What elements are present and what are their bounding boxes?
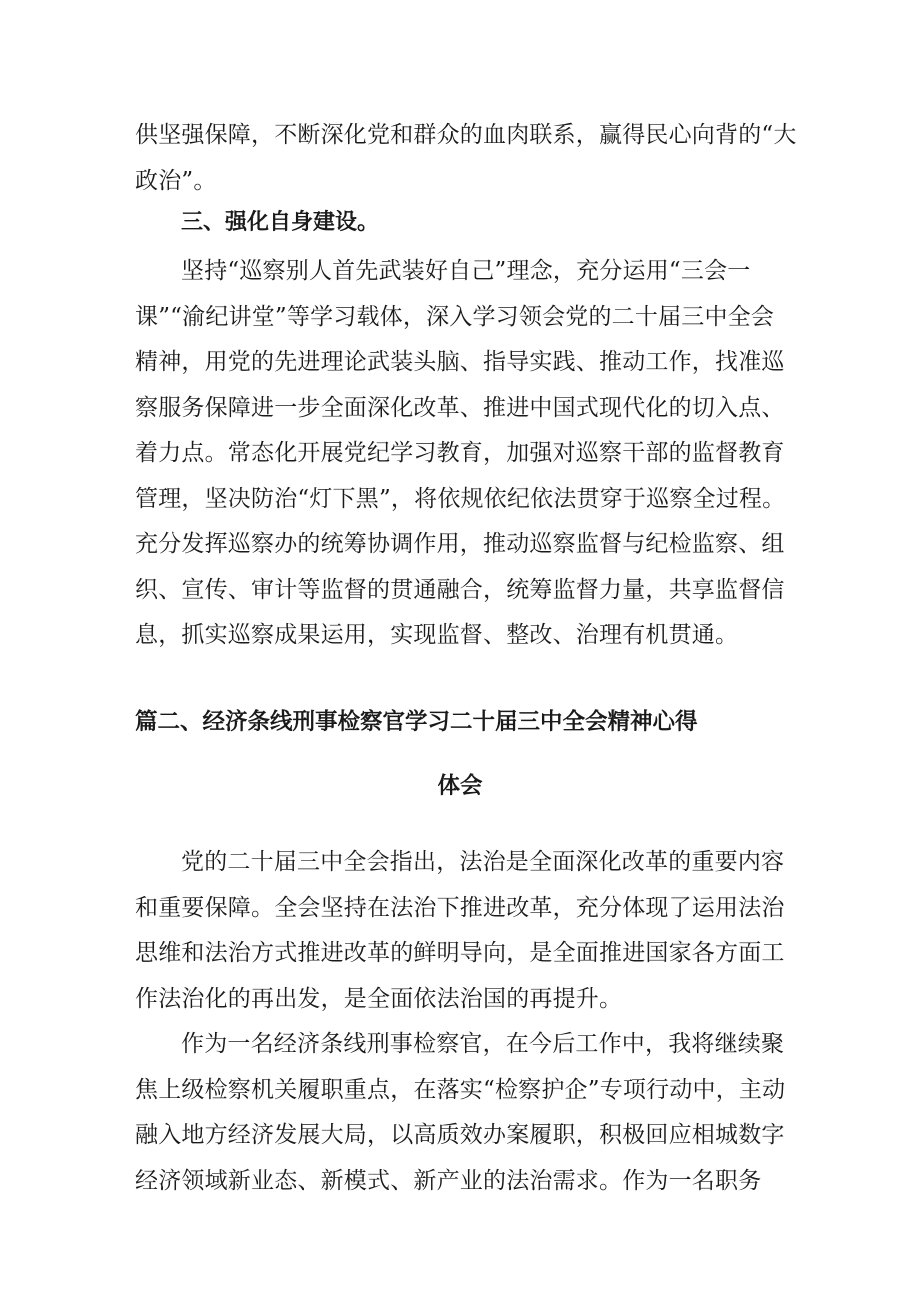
article-title-line-1: 篇二、经济条线刑事检察官学习二十届三中全会精神心得 <box>135 709 698 735</box>
article-title <box>135 690 797 818</box>
continuation-paragraph: 供坚强保障，不断深化党和群众的血肉联系，赢得民心向背的“大政治”。 <box>135 122 797 194</box>
body-paragraph-1: 党的二十届三中全会指出，法治是全面深化改革的重要内容和重要保障。全会坚持在法治下推进改革，充分体现了运用法治思维和法治方式推进改革的鲜明导向，是全面推进国家各方面工作法治化的再出发，是全面依法治国的再提升。 <box>135 849 785 1012</box>
article-title-line-2: 体会 <box>437 773 483 799</box>
body-paragraph-2: 作为一名经济条线刑事检察官，在今后工作中，我将继续聚焦上级检察机关履职重点，在落实“检察护企”专项行动中，主动融入地方经济发展大局，以高质效办案履职，积极回应相城数字经济领域新业态、新模式、新产业的法治需求。作为一名职务 <box>135 1031 786 1194</box>
section-paragraph: 坚持“巡察别人首先武装好自己”理念，充分运用“三会一课”“渝纪讲堂”等学习载体，深入学习领会党的二十届三中全会精神，用党的先进理论武装头脑、指导实践、推动工作，找准巡察服务保障进一步全面深化改革、推进中国式现代化的切入点、着力点。常态化开展党纪学习教育，加强对巡察干部的监督教育管理，坚决防治“灯下黑”，将依规依纪依法贯穿于巡察全过程。充分发挥巡察办的统筹协调作用，推动巡察监督与纪检监察、组织、宣传、审计等监督的贯通融合，统筹监督力量，共享监督信息，抓实巡察成果运用，实现监督、整改、治理有机贯通。 <box>135 258 786 648</box>
section-heading: 三、强化自身建设。 <box>181 210 380 235</box>
